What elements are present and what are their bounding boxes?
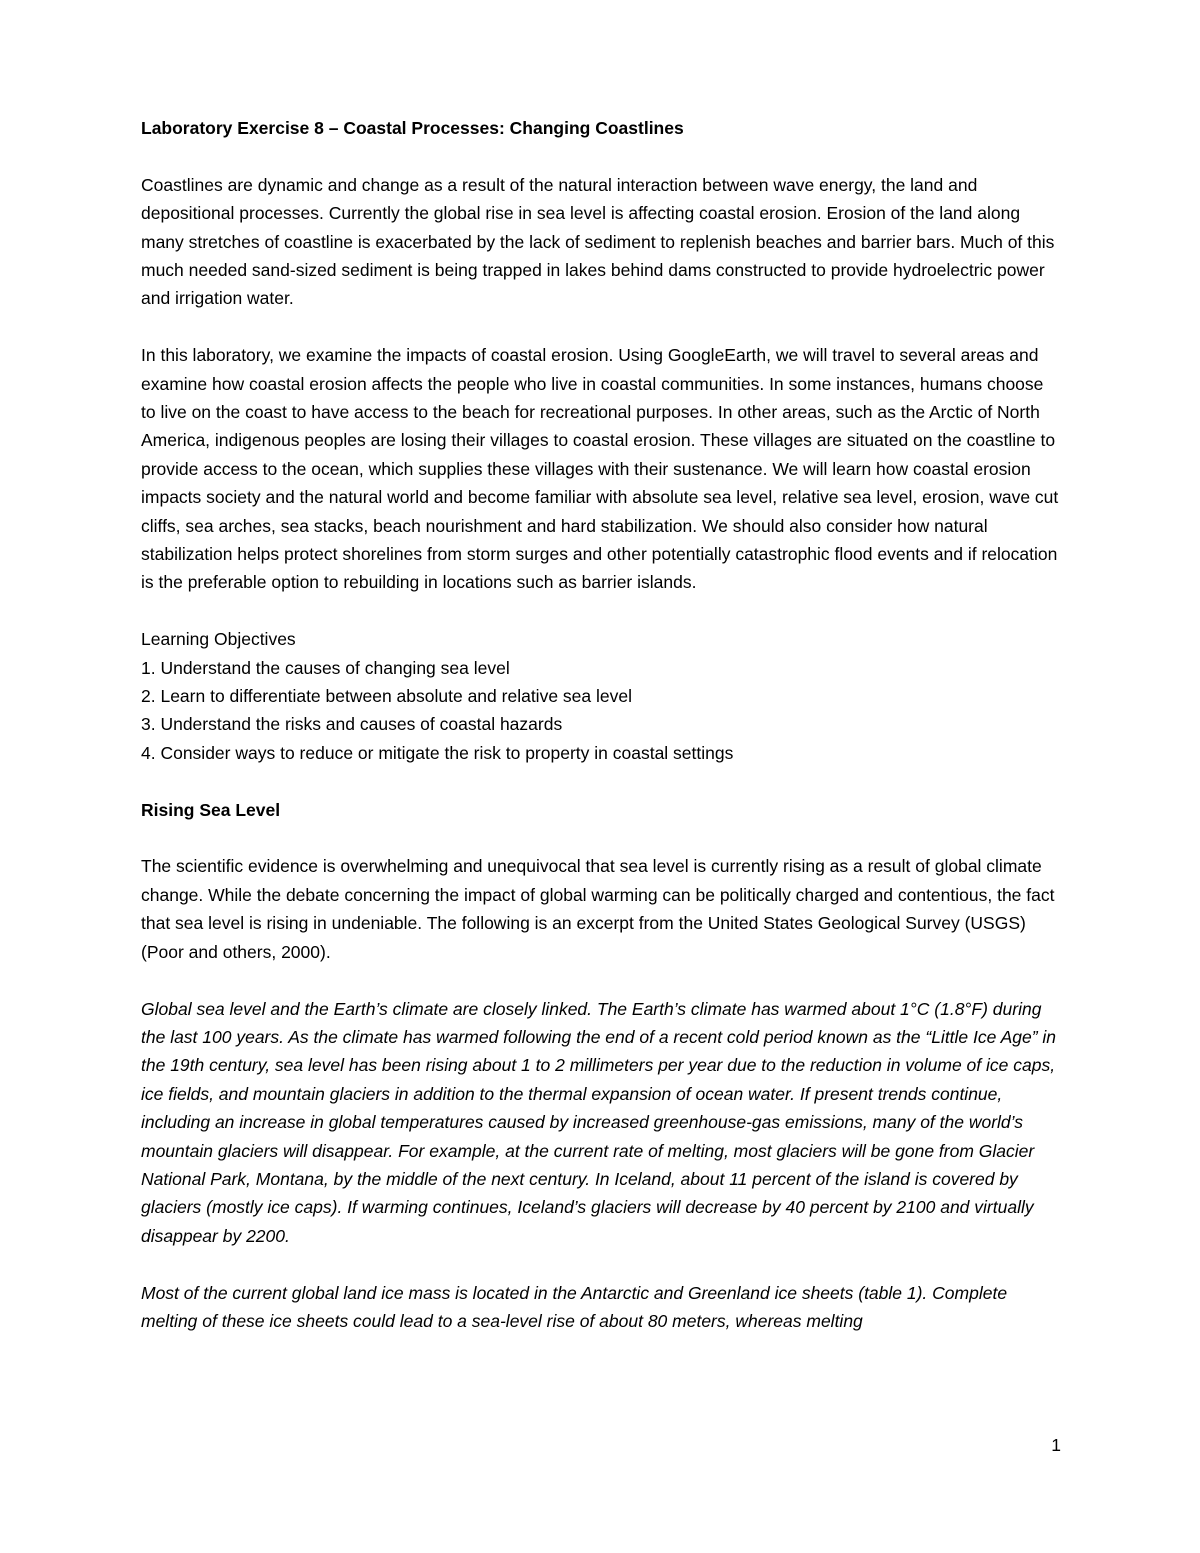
quote-paragraph: Global sea level and the Earth’s climate are closely linked. The Earth’s climate has warmed about 1°C (1.8°F) during the last 100 years. As the climate has warmed following the end of a recent cold period known as the “Little Ice Age” in the 19th century, sea level has been rising about 1 to 2 millimeters per year due to the reduction in volume of ice caps, ice fields, and mountain glaciers in addition to the thermal expansion of ocean water. If present trends continue, including an increase in global temperatures caused by increased greenhouse-gas emissions, many of the world’s mountain glaciers will disappear. For example, at the current rate of melting, most glaciers will be gone from Glacier National Park, Montana, by the middle of the next century. In Iceland, about 11 percent of the island is covered by glaciers (mostly ice caps). If warming continues, Iceland’s glaciers will decrease by 40 percent by 2100 and virtually disappear by 2200. — [141, 998, 1057, 1246]
spacer — [141, 597, 1061, 625]
objective-item: 1. Understand the causes of changing sea level — [141, 657, 510, 678]
quote-paragraph: Most of the current global land ice mass is located in the Antarctic and Greenland ice sheets (table 1). Complete melting of these ice sheets could lead to a sea-level rise of about 80 meters, whereas melting — [141, 1282, 1008, 1331]
page-number: 1 — [1051, 1435, 1061, 1455]
spacer — [141, 142, 1061, 170]
page-body — [141, 114, 1061, 1335]
spacer — [141, 824, 1061, 852]
objectives-list — [141, 654, 1061, 768]
objectives-heading: Learning Objectives — [141, 629, 296, 650]
spacer — [141, 966, 1061, 994]
spacer — [141, 767, 1061, 795]
section-heading: Rising Sea Level — [141, 799, 281, 820]
objective-item: 3. Understand the risks and causes of coastal hazards — [141, 714, 563, 735]
intro-paragraph: Coastlines are dynamic and change as a result of the natural interaction between wave energy, the land and depositional processes. Currently the global rise in sea level is affecting coastal erosion. Erosion of the land along many stretches of coastline is exacerbated by the lack of sediment to replenish beaches and barrier bars. Much of this much needed sand-sized sediment is being trapped in lakes behind dams constructed to provide hydroelectric power and irrigation water. — [141, 174, 1055, 309]
spacer — [141, 1250, 1061, 1278]
document-title: Laboratory Exercise 8 – Coastal Processes: Changing Coastlines — [141, 118, 684, 138]
objective-item: 2. Learn to differentiate between absolute and relative sea level — [141, 686, 632, 707]
spacer — [141, 313, 1061, 341]
lab-paragraph: In this laboratory, we examine the impacts of coastal erosion. Using GoogleEarth, we will travel to several areas and examine how coastal erosion affects the people who live in coastal communities. In some instances, humans choose to live on the coast to have access to the beach for recreational purposes. In other areas, such as the Arctic of North America, indigenous peoples are losing their villages to coastal erosion. These villages are situated on the coastline to provide access to the ocean, which supplies these villages with their sustenance. We will learn how coastal erosion impacts society and the natural world and become familiar with absolute sea level, relative sea level, erosion, wave cut cliffs, sea arches, sea stacks, beach nourishment and hard stabilization. We should also consider how natural stabilization helps protect shorelines from storm surges and other potentially catastrophic flood events and if relocation is the preferable option to rebuilding in locations such as barrier islands. — [141, 345, 1059, 593]
evidence-paragraph: The scientific evidence is overwhelming and unequivocal that sea level is currently rising as a result of global climate change. While the debate concerning the impact of global warming can be politically charged and contentious, the fact that sea level is rising in undeniable. The following is an excerpt from the United States Geological Survey (USGS) (Poor and others, 2000). — [141, 856, 1055, 962]
objective-item: 4. Consider ways to reduce or mitigate the risk to property in coastal settings — [141, 742, 734, 763]
